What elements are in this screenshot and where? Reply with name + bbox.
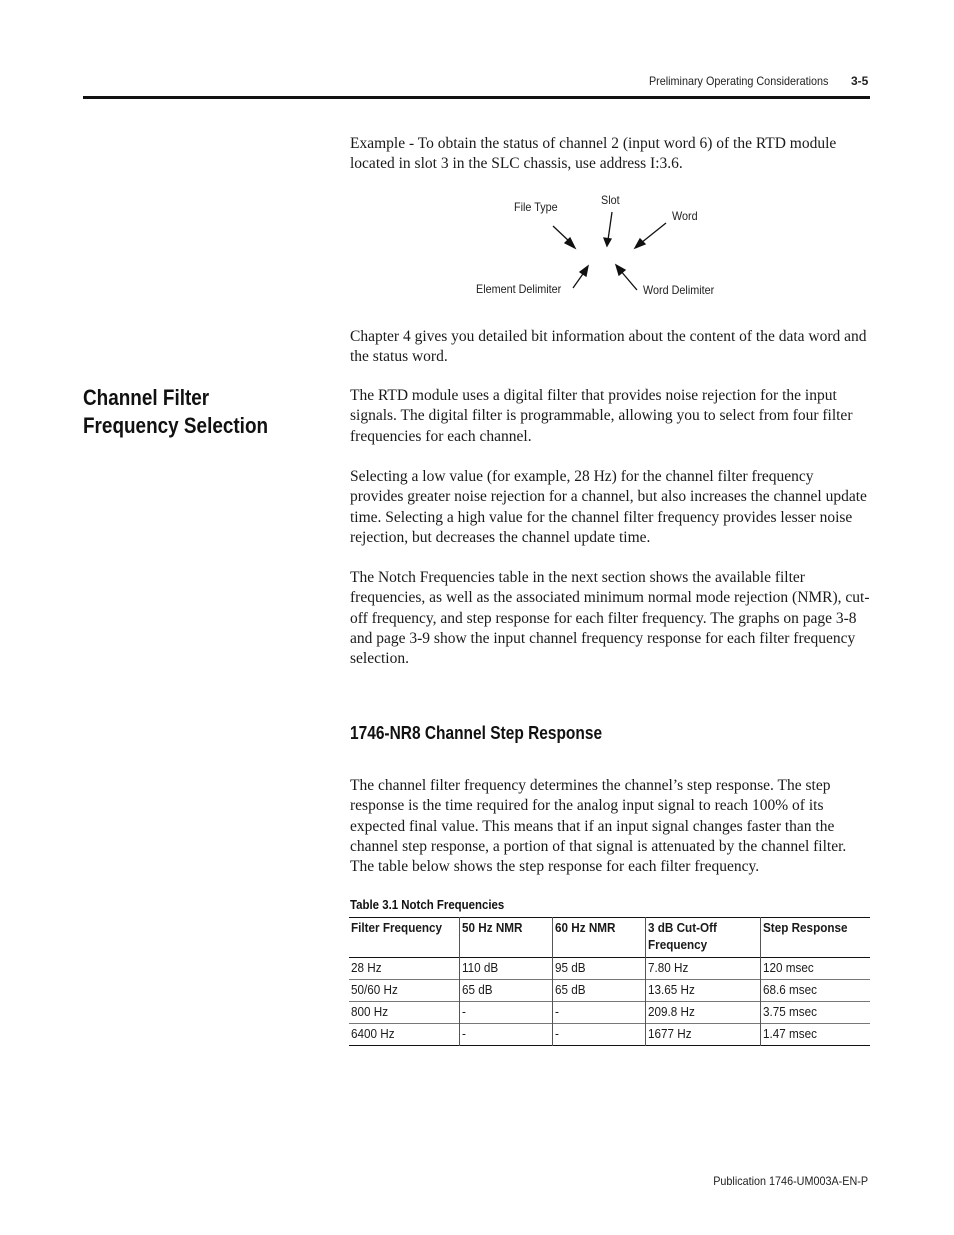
label-element-delimiter: Element Delimiter — [476, 282, 562, 296]
notch-frequencies-table — [349, 917, 870, 1046]
section-paragraph-2: Selecting a low value (for example, 28 Hz) for the channel filter frequency provides greater noise rejection for a channel, but also increases the channel update time. Selecting a high value for the channel filter frequency provides lesser noise rejection, but decreases the channel update time. — [350, 468, 867, 546]
subsection-heading: 1746-NR8 Channel Step Response — [350, 723, 603, 743]
table-cell: 28 Hz — [351, 960, 382, 975]
header-filter-frequency: Filter Frequency — [351, 920, 443, 935]
footer-publication: Publication 1746-UM003A-EN-P — [713, 1174, 868, 1188]
table-cell: 6400 Hz — [351, 1026, 395, 1041]
label-file-type: File Type — [514, 200, 558, 214]
table-cell: 120 msec — [760, 958, 870, 980]
table-row — [349, 1002, 870, 1024]
running-header-title: Preliminary Operating Considerations — [648, 74, 828, 88]
section-heading: Channel Filter Frequency Selection — [83, 385, 269, 438]
table-cell: - — [552, 1002, 645, 1024]
table-cell: - — [552, 1024, 645, 1046]
table-caption: Table 3.1 Notch Frequencies — [350, 897, 505, 912]
header-60hz-nmr: 60 Hz NMR — [552, 918, 645, 958]
header-50hz-nmr: 50 Hz NMR — [459, 918, 552, 958]
table-cell: 7.80 Hz — [645, 958, 760, 980]
arrow-word — [641, 223, 666, 243]
table-header-row — [349, 918, 870, 958]
chapter-note-paragraph: Chapter 4 gives you detailed bit information about the content of the data word and the status word. — [350, 328, 867, 366]
table-row — [349, 980, 870, 1002]
section-paragraph-3: The Notch Frequencies table in the next section shows the available filter frequencies, as well as the associated minimum normal mode rejection (NMR), cut-off frequency, and step response for each filter frequency. The graphs on page 3-8 and page 3-9 show the input channel frequency response for each filter frequency selection. — [350, 569, 870, 668]
table-cell: 800 Hz — [351, 1004, 389, 1019]
table-cell: 209.8 Hz — [645, 1002, 760, 1024]
arrow-element-delimiter — [573, 271, 585, 288]
table-row — [349, 958, 870, 980]
header-cutoff-frequency: 3 dB Cut-Off Frequency — [645, 918, 760, 958]
table-cell: 1.47 msec — [760, 1024, 870, 1046]
table-cell: 68.6 msec — [760, 980, 870, 1002]
table-cell: - — [459, 1024, 552, 1046]
label-word-delimiter: Word Delimiter — [643, 283, 715, 297]
section-paragraph-1: The RTD module uses a digital filter that provides noise rejection for the input signals. The digital filter is programmable, allowing you to select from four filter frequencies for each channel. — [350, 387, 853, 445]
label-word: Word — [672, 209, 698, 223]
table-cell: 65 dB — [552, 980, 645, 1002]
table-row — [349, 1024, 870, 1046]
arrow-slot — [608, 212, 612, 240]
table-cell: 110 dB — [459, 958, 552, 980]
arrow-file-type — [553, 226, 571, 243]
table-cell: 1677 Hz — [645, 1024, 760, 1046]
arrow-word-delimiter — [620, 270, 637, 290]
table-cell: - — [459, 1002, 552, 1024]
table-cell: 13.65 Hz — [645, 980, 760, 1002]
table-cell: 50/60 Hz — [351, 982, 398, 997]
running-header-page-number: 3-5 — [851, 74, 869, 88]
table-cell: 3.75 msec — [760, 1002, 870, 1024]
table-cell: 65 dB — [459, 980, 552, 1002]
header-step-response: Step Response — [760, 918, 870, 958]
label-slot: Slot — [601, 193, 620, 207]
table-cell: 95 dB — [552, 958, 645, 980]
example-paragraph: Example - To obtain the status of channel 2 (input word 6) of the RTD module located in slot 3 in the SLC chassis, use address I:3.6. — [350, 135, 837, 173]
step-response-paragraph: The channel filter frequency determines the channel’s step response. The step response is the time required for the analog input signal to reach 100% of its expected final value. This means that if an input signal changes faster than the channel step response, a portion of that signal is attenuated by the channel filter. The table below shows the step response for each filter frequency. — [350, 777, 847, 876]
header-rule — [83, 96, 870, 99]
